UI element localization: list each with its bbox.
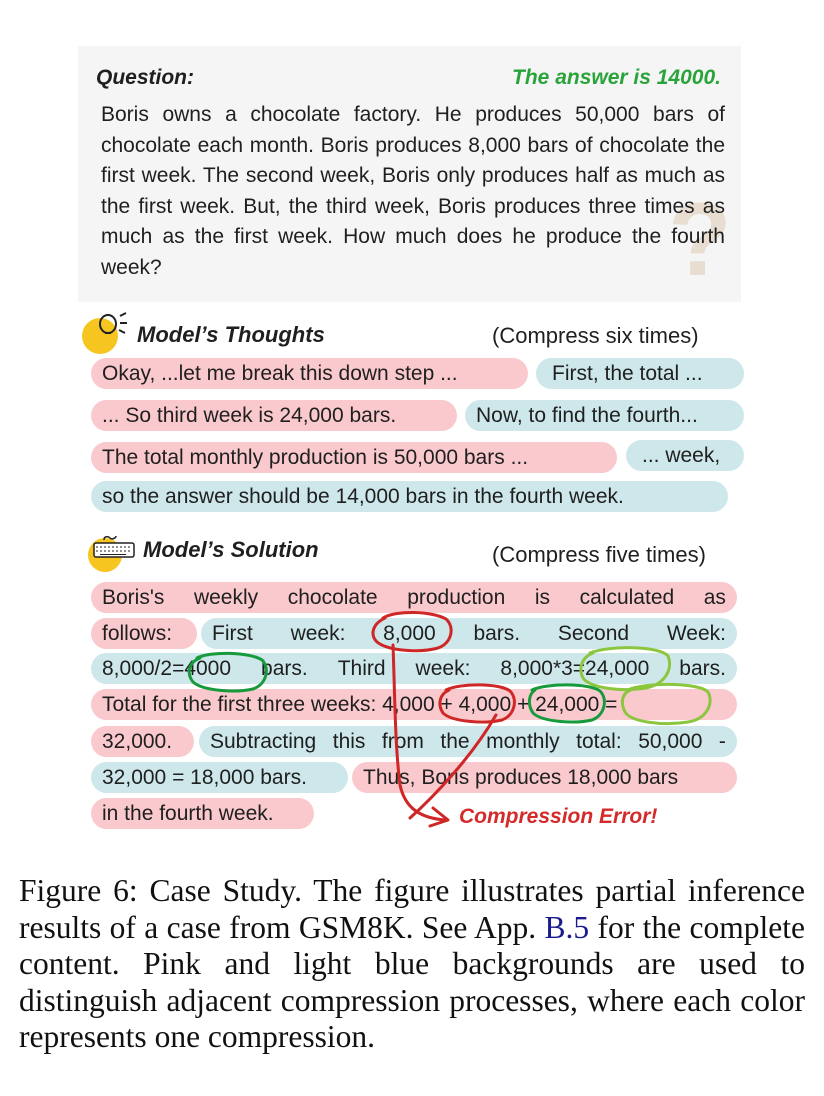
solution-note: (Compress five times) (492, 542, 706, 567)
word: Third (337, 657, 386, 680)
thought-chip: Okay, ...let me break this down step ... (91, 358, 528, 389)
thought-chip: The total monthly production is 50,000 bars ... (91, 442, 617, 473)
thought-chip: ... So third week is 24,000 bars. (91, 400, 457, 431)
solution-chip: in the fourth week. (91, 798, 314, 829)
thought-chip: Now, to find the fourth... (465, 400, 744, 431)
red-circle-4000-total (440, 685, 515, 722)
word: 50,000 (638, 730, 703, 753)
word: 8,000/2=4000 (102, 657, 232, 680)
word: week: (290, 622, 346, 645)
error-arrow (410, 715, 496, 818)
appendix-link[interactable]: B.5 (544, 909, 590, 945)
word: 8,000*3=24,000 (500, 657, 650, 680)
solution-chip: follows: (91, 618, 197, 649)
word: bars. (679, 657, 726, 680)
word: - (718, 730, 726, 753)
word: total: (576, 730, 622, 753)
thought-chip: First, the total ... (536, 358, 744, 389)
word: Boris's (102, 586, 165, 609)
solution-chip: 32,000 = 18,000 bars. (91, 762, 348, 793)
green-circle-4000-a (189, 653, 266, 691)
word: is (534, 586, 551, 609)
word: from (381, 730, 424, 753)
solution-title: Model’s Solution (143, 537, 319, 562)
word: week: (415, 657, 471, 680)
word: First (212, 622, 253, 645)
figure-caption (19, 873, 805, 1056)
thought-chip: ... week, (626, 440, 744, 471)
word: weekly (193, 586, 259, 609)
word: calculated (579, 586, 675, 609)
word: bars. (473, 622, 521, 645)
green-circle-4000-b (529, 685, 604, 722)
question-label: Question: (96, 66, 194, 89)
solution-chip: Total for the first three weeks: 4,000 + 4,000 + 24,000 = (91, 689, 737, 720)
word: 8,000 (383, 622, 436, 645)
compression-error-label: Compression Error! (459, 805, 658, 828)
word: chocolate (287, 586, 378, 609)
thoughts-title: Model’s Thoughts (137, 322, 325, 347)
red-circle-8000 (373, 612, 451, 650)
question-mark-icon: ? (668, 182, 732, 298)
word: production (407, 586, 506, 609)
word: bars. (261, 657, 308, 680)
word: Week: (666, 622, 726, 645)
caption-text: Figure 6: Case Study. The figure illustrates partial inference results of a case from GSM8K. See App. (19, 873, 805, 945)
thought-chip: so the answer should be 14,000 bars in the fourth week. (91, 481, 728, 512)
question-text: Boris owns a chocolate factory. He produces 50,000 bars of chocolate each month. Boris produces 8,000 bars of chocolate the first week. The second week, Boris only produces half as much as the first week. But, the third week, Boris produces three times as much as the first week. How much does he produce the fourth week? (101, 103, 725, 279)
word: Subtracting (210, 730, 317, 753)
word: Second (557, 622, 630, 645)
word: the (440, 730, 470, 753)
error-arrow (393, 645, 445, 820)
caption-text: for the complete content. Pink and light blue backgrounds are used to distinguish adjacent compression processes, where each color represents one compression. (19, 909, 805, 1054)
solution-chip: 32,000. (91, 726, 194, 757)
word: monthly (486, 730, 560, 753)
word: this (332, 730, 366, 753)
answer-label: The answer is 14000. (512, 66, 721, 89)
thoughts-note: (Compress six times) (492, 323, 699, 348)
word: as (703, 586, 726, 609)
solution-chip: Thus, Boris produces 18,000 bars (352, 762, 737, 793)
